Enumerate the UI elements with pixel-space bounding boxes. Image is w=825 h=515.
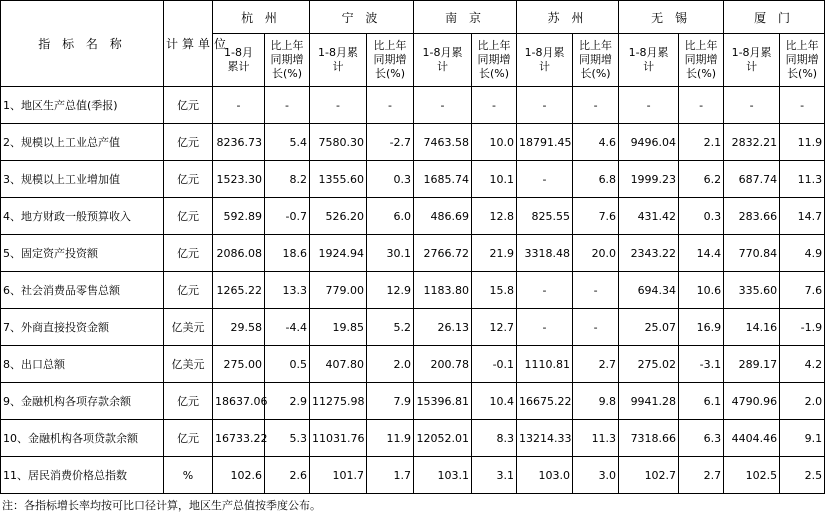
cumulative-cell: 26.13 (414, 309, 472, 346)
unit-cell: 亿元 (164, 235, 213, 272)
growth-cell: 16.9 (679, 309, 724, 346)
indicator-name: 5、固定资产投资额 (1, 235, 164, 272)
indicator-name: 2、规模以上工业总产值 (1, 124, 164, 161)
cumulative-cell: - (517, 87, 573, 124)
growth-cell: 11.9 (367, 420, 414, 457)
growth-cell: 14.7 (780, 198, 825, 235)
growth-cell: -1.9 (780, 309, 825, 346)
cumulative-cell: - (517, 309, 573, 346)
growth-cell: 2.1 (679, 124, 724, 161)
growth-cell: 10.1 (472, 161, 517, 198)
growth-cell: 6.2 (679, 161, 724, 198)
cumulative-cell: 2086.08 (213, 235, 265, 272)
cumulative-cell: - (213, 87, 265, 124)
cumulative-cell: 1265.22 (213, 272, 265, 309)
cumulative-cell: 289.17 (724, 346, 780, 383)
cumulative-cell: 275.02 (619, 346, 679, 383)
cumulative-cell: 526.20 (310, 198, 367, 235)
cumulative-cell: 1183.80 (414, 272, 472, 309)
growth-header: 比上年同期增长(%) (780, 34, 825, 87)
growth-cell: - (573, 87, 619, 124)
growth-cell: 10.6 (679, 272, 724, 309)
cumulative-cell: 1110.81 (517, 346, 573, 383)
growth-cell: 2.0 (780, 383, 825, 420)
growth-cell: 5.4 (265, 124, 310, 161)
cumulative-cell: 11031.76 (310, 420, 367, 457)
table-row (1, 124, 825, 161)
growth-cell: -0.1 (472, 346, 517, 383)
growth-cell: 4.2 (780, 346, 825, 383)
growth-header: 比上年同期增长(%) (472, 34, 517, 87)
cumulative-cell: 14.16 (724, 309, 780, 346)
cumulative-cell: 2343.22 (619, 235, 679, 272)
cumulative-cell: 200.78 (414, 346, 472, 383)
growth-cell: 10.0 (472, 124, 517, 161)
growth-header: 比上年同期增长(%) (367, 34, 414, 87)
growth-cell: 2.7 (679, 457, 724, 494)
cumulative-cell: - (517, 161, 573, 198)
cumulative-cell: 16675.22 (517, 383, 573, 420)
growth-cell: 12.8 (472, 198, 517, 235)
growth-cell: 5.2 (367, 309, 414, 346)
cumulative-cell: 592.89 (213, 198, 265, 235)
cumulative-cell: 4404.46 (724, 420, 780, 457)
cumulative-cell: 407.80 (310, 346, 367, 383)
growth-cell: 14.4 (679, 235, 724, 272)
growth-cell: 11.9 (780, 124, 825, 161)
footnote: 注：各指标增长率均按可比口径计算，地区生产总值按季度公布。 (2, 499, 321, 512)
cumulative-cell: 1685.74 (414, 161, 472, 198)
growth-cell: -0.7 (265, 198, 310, 235)
cumulative-cell: 7580.30 (310, 124, 367, 161)
growth-cell: 0.5 (265, 346, 310, 383)
indicator-name: 6、社会消费品零售总额 (1, 272, 164, 309)
cumulative-cell: 283.66 (724, 198, 780, 235)
growth-cell: 4.9 (780, 235, 825, 272)
cumulative-cell: 15396.81 (414, 383, 472, 420)
growth-cell: -2.7 (367, 124, 414, 161)
cumulative-cell: 1355.60 (310, 161, 367, 198)
cumulative-cell: 11275.98 (310, 383, 367, 420)
cumulative-cell: 8236.73 (213, 124, 265, 161)
growth-cell: 2.0 (367, 346, 414, 383)
cumulative-cell: - (414, 87, 472, 124)
table-row (1, 457, 825, 494)
cumulative-cell: 335.60 (724, 272, 780, 309)
table-row (1, 235, 825, 272)
unit-cell: 亿元 (164, 272, 213, 309)
growth-header: 比上年同期增长(%) (573, 34, 619, 87)
indicator-name: 1、地区生产总值(季报) (1, 87, 164, 124)
growth-cell: - (573, 309, 619, 346)
cumulative-header: 1-8月累计 (310, 34, 367, 87)
cumulative-cell: 25.07 (619, 309, 679, 346)
growth-cell: 2.6 (265, 457, 310, 494)
table-row (1, 383, 825, 420)
growth-cell: 18.6 (265, 235, 310, 272)
indicator-name: 8、出口总额 (1, 346, 164, 383)
growth-cell: 7.9 (367, 383, 414, 420)
unit-cell: 亿元 (164, 161, 213, 198)
cumulative-header: 1-8月累计 (517, 34, 573, 87)
cumulative-cell: 9941.28 (619, 383, 679, 420)
growth-cell: 30.1 (367, 235, 414, 272)
cumulative-cell: 102.6 (213, 457, 265, 494)
cumulative-cell: 694.34 (619, 272, 679, 309)
growth-cell: 7.6 (573, 198, 619, 235)
cumulative-cell: 102.7 (619, 457, 679, 494)
cumulative-cell: 18791.45 (517, 124, 573, 161)
growth-cell: 6.0 (367, 198, 414, 235)
cumulative-cell: 825.55 (517, 198, 573, 235)
cumulative-cell: 101.7 (310, 457, 367, 494)
growth-cell: - (472, 87, 517, 124)
unit-cell: 亿元 (164, 124, 213, 161)
unit-cell: 亿美元 (164, 309, 213, 346)
unit-cell: 亿美元 (164, 346, 213, 383)
cumulative-cell: 29.58 (213, 309, 265, 346)
cumulative-cell: 7463.58 (414, 124, 472, 161)
cumulative-cell: 779.00 (310, 272, 367, 309)
cumulative-cell: - (619, 87, 679, 124)
growth-cell: 13.3 (265, 272, 310, 309)
cumulative-cell: 275.00 (213, 346, 265, 383)
indicator-name: 9、金融机构各项存款余额 (1, 383, 164, 420)
growth-cell: 1.7 (367, 457, 414, 494)
city-header: 无 锡 (619, 1, 724, 34)
unit-cell: 亿元 (164, 87, 213, 124)
table-row (1, 272, 825, 309)
growth-cell: 11.3 (573, 420, 619, 457)
cumulative-cell: 1999.23 (619, 161, 679, 198)
growth-cell: -4.4 (265, 309, 310, 346)
city-header: 宁 波 (310, 1, 414, 34)
growth-cell: 8.2 (265, 161, 310, 198)
growth-cell: -3.1 (679, 346, 724, 383)
indicator-name: 3、规模以上工业增加值 (1, 161, 164, 198)
unit-cell: % (164, 457, 213, 494)
cumulative-cell: 19.85 (310, 309, 367, 346)
growth-cell: 12.7 (472, 309, 517, 346)
cumulative-cell: 18637.06 (213, 383, 265, 420)
cumulative-cell: 431.42 (619, 198, 679, 235)
growth-cell: 8.3 (472, 420, 517, 457)
cumulative-cell: - (310, 87, 367, 124)
growth-cell: 2.9 (265, 383, 310, 420)
growth-cell: 6.3 (679, 420, 724, 457)
cumulative-cell: 9496.04 (619, 124, 679, 161)
growth-cell: 5.3 (265, 420, 310, 457)
cumulative-cell: 687.74 (724, 161, 780, 198)
table-row (1, 420, 825, 457)
growth-cell: 7.6 (780, 272, 825, 309)
cumulative-cell: 770.84 (724, 235, 780, 272)
cumulative-cell: 12052.01 (414, 420, 472, 457)
table-row (1, 87, 825, 124)
growth-cell: - (367, 87, 414, 124)
city-header: 厦 门 (724, 1, 825, 34)
growth-cell: 12.9 (367, 272, 414, 309)
cumulative-cell: 3318.48 (517, 235, 573, 272)
cumulative-cell: 1523.30 (213, 161, 265, 198)
growth-cell: 20.0 (573, 235, 619, 272)
growth-cell: 3.1 (472, 457, 517, 494)
cumulative-header: 1-8月累计 (619, 34, 679, 87)
table-row (1, 346, 825, 383)
table-row (1, 198, 825, 235)
indicator-name: 11、居民消费价格总指数 (1, 457, 164, 494)
table-row (1, 309, 825, 346)
cumulative-cell: 1924.94 (310, 235, 367, 272)
unit-cell: 亿元 (164, 383, 213, 420)
growth-cell: - (573, 272, 619, 309)
growth-cell: - (780, 87, 825, 124)
cumulative-header: 1-8月累计 (213, 34, 265, 87)
cumulative-cell: 4790.96 (724, 383, 780, 420)
indicator-name: 7、外商直接投资金额 (1, 309, 164, 346)
cumulative-cell: 103.0 (517, 457, 573, 494)
cumulative-cell: - (724, 87, 780, 124)
growth-cell: 9.1 (780, 420, 825, 457)
indicator-name: 10、金融机构各项贷款余额 (1, 420, 164, 457)
cumulative-cell: 2766.72 (414, 235, 472, 272)
growth-cell: 0.3 (679, 198, 724, 235)
city-header: 南 京 (414, 1, 517, 34)
cumulative-cell: 103.1 (414, 457, 472, 494)
indicator-header: 指 标 名 称 (1, 1, 164, 87)
unit-cell: 亿元 (164, 198, 213, 235)
growth-cell: 4.6 (573, 124, 619, 161)
table-body (1, 87, 825, 494)
cumulative-cell: 16733.22 (213, 420, 265, 457)
growth-cell: 2.5 (780, 457, 825, 494)
cumulative-cell: - (517, 272, 573, 309)
cumulative-header: 1-8月累计 (724, 34, 780, 87)
city-header: 杭 州 (213, 1, 310, 34)
cumulative-cell: 7318.66 (619, 420, 679, 457)
cumulative-cell: 102.5 (724, 457, 780, 494)
growth-cell: - (679, 87, 724, 124)
growth-cell: 10.4 (472, 383, 517, 420)
unit-header: 计算单位 (164, 1, 213, 87)
growth-cell: 15.8 (472, 272, 517, 309)
growth-cell: 2.7 (573, 346, 619, 383)
city-header: 苏 州 (517, 1, 619, 34)
table-row (1, 161, 825, 198)
growth-cell: 6.1 (679, 383, 724, 420)
cumulative-cell: 486.69 (414, 198, 472, 235)
indicator-name: 4、地方财政一般预算收入 (1, 198, 164, 235)
growth-cell: 6.8 (573, 161, 619, 198)
growth-cell: 3.0 (573, 457, 619, 494)
growth-cell: 11.3 (780, 161, 825, 198)
cumulative-cell: 13214.33 (517, 420, 573, 457)
growth-header: 比上年同期增长(%) (679, 34, 724, 87)
growth-cell: - (265, 87, 310, 124)
growth-cell: 0.3 (367, 161, 414, 198)
cumulative-cell: 2832.21 (724, 124, 780, 161)
unit-cell: 亿元 (164, 420, 213, 457)
growth-cell: 21.9 (472, 235, 517, 272)
growth-header: 比上年同期增长(%) (265, 34, 310, 87)
cumulative-header: 1-8月累计 (414, 34, 472, 87)
growth-cell: 9.8 (573, 383, 619, 420)
